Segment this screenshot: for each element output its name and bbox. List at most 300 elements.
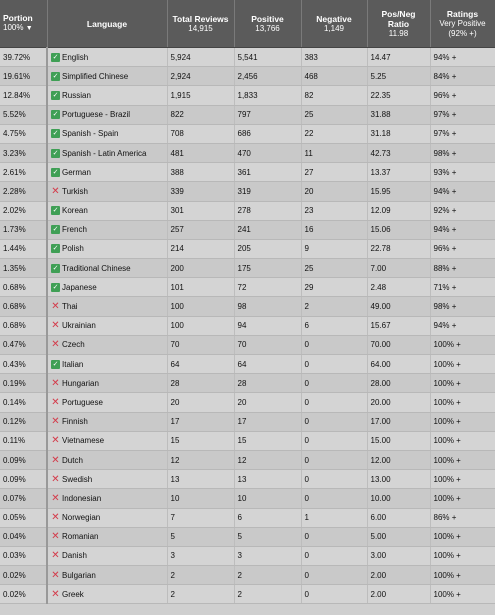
rating-cell: 100% + bbox=[430, 450, 495, 469]
total-reviews-cell: 100 bbox=[167, 316, 234, 335]
negative-column-header[interactable] bbox=[301, 0, 367, 48]
table-row bbox=[0, 412, 495, 431]
language-cell bbox=[47, 335, 167, 354]
total-reviews-cell: 481 bbox=[167, 143, 234, 162]
negative-cell: 0 bbox=[301, 489, 367, 508]
rating-cell: 100% + bbox=[430, 546, 495, 565]
language-cell bbox=[47, 239, 167, 258]
language-name: Japanese bbox=[62, 282, 97, 292]
table-row bbox=[0, 163, 495, 182]
ratio-cell: 64.00 bbox=[367, 355, 430, 374]
total-reviews-cell: 101 bbox=[167, 278, 234, 297]
table-body bbox=[0, 48, 495, 604]
portion-cell: 4.75% bbox=[0, 124, 47, 143]
rating-cell: 94% + bbox=[430, 316, 495, 335]
language-name: Czech bbox=[62, 340, 85, 350]
ratio-cell: 5.25 bbox=[367, 67, 430, 86]
rating-cell: 100% + bbox=[430, 470, 495, 489]
rating-cell: 100% + bbox=[430, 489, 495, 508]
ratio-cell: 70.00 bbox=[367, 335, 430, 354]
sort-down-icon: ▼ bbox=[25, 25, 33, 32]
positive-cell: 241 bbox=[234, 220, 301, 239]
language-column-header[interactable] bbox=[47, 0, 167, 48]
rating-cell: 97% + bbox=[430, 124, 495, 143]
total-reviews-cell: 13 bbox=[167, 470, 234, 489]
language-cell bbox=[47, 355, 167, 374]
check-icon: ✓ bbox=[52, 245, 59, 253]
language-name: Portuguese bbox=[62, 397, 103, 407]
language-cell bbox=[47, 527, 167, 546]
x-icon: ✕ bbox=[51, 492, 60, 504]
language-cell bbox=[47, 374, 167, 393]
negative-cell: 22 bbox=[301, 124, 367, 143]
negative-header-label: Negative bbox=[316, 13, 352, 24]
table-row bbox=[0, 508, 495, 527]
ratio-cell: 15.06 bbox=[367, 220, 430, 239]
ratio-cell: 7.00 bbox=[367, 259, 430, 278]
ratio-column-header[interactable] bbox=[367, 0, 430, 48]
total-reviews-cell: 388 bbox=[167, 163, 234, 182]
positive-column-header[interactable] bbox=[234, 0, 301, 48]
language-name: Spanish - Latin America bbox=[62, 148, 147, 158]
negative-cell: 0 bbox=[301, 546, 367, 565]
language-name: Vietnamese bbox=[62, 436, 105, 446]
language-cell bbox=[47, 585, 167, 604]
rating-cell: 84% + bbox=[430, 67, 495, 86]
table-row bbox=[0, 566, 495, 585]
total-reviews-cell: 5 bbox=[167, 527, 234, 546]
language-cell bbox=[47, 431, 167, 450]
portion-header-value: 100% bbox=[3, 23, 24, 32]
ratio-cell: 15.95 bbox=[367, 182, 430, 201]
language-name: German bbox=[62, 167, 91, 177]
check-icon: ✓ bbox=[52, 360, 59, 368]
positive-cell: 319 bbox=[234, 182, 301, 201]
check-icon: ✓ bbox=[52, 91, 59, 99]
language-name: Ukrainian bbox=[62, 321, 96, 331]
total-reviews-cell: 12 bbox=[167, 450, 234, 469]
language-cell bbox=[47, 86, 167, 105]
positive-cell: 64 bbox=[234, 355, 301, 374]
positive-cell: 12 bbox=[234, 450, 301, 469]
positive-cell: 797 bbox=[234, 105, 301, 124]
ratings-header-label: Ratings bbox=[446, 8, 479, 19]
x-icon: ✕ bbox=[51, 301, 60, 313]
table-row bbox=[0, 143, 495, 162]
total-reviews-cell: 257 bbox=[167, 220, 234, 239]
rating-cell: 98% + bbox=[430, 143, 495, 162]
language-name: Turkish bbox=[62, 186, 88, 196]
portion-cell: 0.09% bbox=[0, 470, 47, 489]
x-icon: ✕ bbox=[51, 531, 60, 543]
ratio-cell: 31.88 bbox=[367, 105, 430, 124]
ratio-cell: 17.00 bbox=[367, 412, 430, 431]
language-name: Indonesian bbox=[62, 493, 102, 503]
language-cell bbox=[47, 450, 167, 469]
total-reviews-cell: 20 bbox=[167, 393, 234, 412]
table-header bbox=[0, 0, 495, 48]
portion-cell: 2.61% bbox=[0, 163, 47, 182]
portion-cell: 0.02% bbox=[0, 585, 47, 604]
positive-cell: 205 bbox=[234, 239, 301, 258]
portion-cell: 3.23% bbox=[0, 143, 47, 162]
total-reviews-cell: 301 bbox=[167, 201, 234, 220]
portion-cell: 39.72% bbox=[0, 48, 47, 67]
check-icon: ✓ bbox=[52, 264, 59, 272]
rating-cell: 100% + bbox=[430, 431, 495, 450]
ratio-cell: 14.47 bbox=[367, 48, 430, 67]
language-cell bbox=[47, 48, 167, 67]
portion-cell: 0.04% bbox=[0, 527, 47, 546]
negative-cell: 0 bbox=[301, 374, 367, 393]
ratings-header-sub1: Very Positive bbox=[439, 18, 486, 28]
negative-cell: 1 bbox=[301, 508, 367, 527]
table-row bbox=[0, 316, 495, 335]
total-reviews-cell: 3 bbox=[167, 546, 234, 565]
check-icon: ✓ bbox=[52, 226, 59, 234]
positive-cell: 361 bbox=[234, 163, 301, 182]
portion-cell: 0.12% bbox=[0, 412, 47, 431]
negative-cell: 0 bbox=[301, 412, 367, 431]
positive-cell: 5,541 bbox=[234, 48, 301, 67]
negative-cell: 0 bbox=[301, 566, 367, 585]
language-cell bbox=[47, 508, 167, 527]
language-cell bbox=[47, 470, 167, 489]
language-cell bbox=[47, 67, 167, 86]
language-name: Italian bbox=[62, 359, 84, 369]
total-reviews-cell: 70 bbox=[167, 335, 234, 354]
language-cell bbox=[47, 489, 167, 508]
negative-cell: 29 bbox=[301, 278, 367, 297]
table-row bbox=[0, 374, 495, 393]
x-icon: ✕ bbox=[51, 320, 60, 332]
x-icon: ✕ bbox=[51, 339, 60, 351]
x-icon: ✕ bbox=[51, 377, 60, 389]
positive-cell: 1,833 bbox=[234, 86, 301, 105]
positive-cell: 17 bbox=[234, 412, 301, 431]
language-cell bbox=[47, 220, 167, 239]
table-row bbox=[0, 105, 495, 124]
rating-cell: 100% + bbox=[430, 412, 495, 431]
table-row bbox=[0, 48, 495, 67]
portion-cell: 0.03% bbox=[0, 546, 47, 565]
language-cell bbox=[47, 297, 167, 316]
language-cell bbox=[47, 259, 167, 278]
x-icon: ✕ bbox=[51, 185, 60, 197]
table-row bbox=[0, 546, 495, 565]
language-name: Romanian bbox=[62, 532, 99, 542]
portion-cell: 0.19% bbox=[0, 374, 47, 393]
portion-header-label: Portion bbox=[3, 13, 33, 23]
rating-cell: 100% + bbox=[430, 355, 495, 374]
positive-cell: 13 bbox=[234, 470, 301, 489]
language-cell bbox=[47, 105, 167, 124]
table-row bbox=[0, 297, 495, 316]
portion-cell: 0.02% bbox=[0, 566, 47, 585]
positive-cell: 20 bbox=[234, 393, 301, 412]
language-name: Traditional Chinese bbox=[62, 263, 131, 273]
check-icon: ✓ bbox=[52, 130, 59, 138]
portion-cell: 0.68% bbox=[0, 297, 47, 316]
ratio-cell: 10.00 bbox=[367, 489, 430, 508]
table-row bbox=[0, 259, 495, 278]
ratio-cell: 49.00 bbox=[367, 297, 430, 316]
ratio-cell: 12.00 bbox=[367, 450, 430, 469]
rating-cell: 100% + bbox=[430, 393, 495, 412]
language-name: Norwegian bbox=[62, 513, 101, 523]
portion-cell: 0.11% bbox=[0, 431, 47, 450]
positive-cell: 3 bbox=[234, 546, 301, 565]
table-row bbox=[0, 527, 495, 546]
portion-cell: 2.02% bbox=[0, 201, 47, 220]
rating-cell: 94% + bbox=[430, 48, 495, 67]
ratio-cell: 2.00 bbox=[367, 566, 430, 585]
negative-cell: 25 bbox=[301, 105, 367, 124]
language-name: Finnish bbox=[62, 417, 88, 427]
rating-cell: 100% + bbox=[430, 566, 495, 585]
portion-cell: 12.84% bbox=[0, 86, 47, 105]
language-name: Hungarian bbox=[62, 378, 99, 388]
negative-cell: 9 bbox=[301, 239, 367, 258]
negative-cell: 0 bbox=[301, 527, 367, 546]
portion-cell: 0.68% bbox=[0, 278, 47, 297]
language-name: Swedish bbox=[62, 474, 93, 484]
table-row bbox=[0, 585, 495, 604]
language-name: French bbox=[62, 225, 87, 235]
language-name: Russian bbox=[62, 90, 91, 100]
language-name: Bulgarian bbox=[62, 570, 96, 580]
negative-cell: 0 bbox=[301, 393, 367, 412]
language-cell bbox=[47, 163, 167, 182]
negative-cell: 11 bbox=[301, 143, 367, 162]
rating-cell: 71% + bbox=[430, 278, 495, 297]
positive-cell: 70 bbox=[234, 335, 301, 354]
x-icon: ✕ bbox=[51, 588, 60, 600]
ratio-cell: 15.67 bbox=[367, 316, 430, 335]
negative-header-value: 1,149 bbox=[323, 23, 345, 33]
ratio-cell: 6.00 bbox=[367, 508, 430, 527]
positive-cell: 94 bbox=[234, 316, 301, 335]
total-reviews-cell: 100 bbox=[167, 297, 234, 316]
table-row bbox=[0, 489, 495, 508]
portion-cell: 1.35% bbox=[0, 259, 47, 278]
language-name: Dutch bbox=[62, 455, 83, 465]
portion-cell: 0.47% bbox=[0, 335, 47, 354]
rating-cell: 92% + bbox=[430, 201, 495, 220]
positive-cell: 15 bbox=[234, 431, 301, 450]
language-cell bbox=[47, 182, 167, 201]
portion-cell: 0.68% bbox=[0, 316, 47, 335]
ratio-cell: 22.35 bbox=[367, 86, 430, 105]
table-row bbox=[0, 470, 495, 489]
rating-cell: 96% + bbox=[430, 239, 495, 258]
language-name: Greek bbox=[62, 589, 84, 599]
negative-cell: 468 bbox=[301, 67, 367, 86]
negative-cell: 27 bbox=[301, 163, 367, 182]
ratio-cell: 31.18 bbox=[367, 124, 430, 143]
portion-cell: 5.52% bbox=[0, 105, 47, 124]
ratio-cell: 13.00 bbox=[367, 470, 430, 489]
table-row bbox=[0, 201, 495, 220]
ratio-cell: 22.78 bbox=[367, 239, 430, 258]
language-name: Danish bbox=[62, 551, 87, 561]
check-icon: ✓ bbox=[52, 168, 59, 176]
ratings-header-sub2: (92% +) bbox=[448, 28, 477, 38]
table-row bbox=[0, 335, 495, 354]
total-reviews-cell: 1,915 bbox=[167, 86, 234, 105]
language-name: Korean bbox=[62, 206, 88, 216]
total-reviews-cell: 200 bbox=[167, 259, 234, 278]
table-row bbox=[0, 239, 495, 258]
rating-cell: 94% + bbox=[430, 220, 495, 239]
language-cell bbox=[47, 278, 167, 297]
language-header-label: Language bbox=[86, 18, 128, 29]
negative-cell: 0 bbox=[301, 335, 367, 354]
language-cell bbox=[47, 124, 167, 143]
portion-cell: 1.73% bbox=[0, 220, 47, 239]
portion-cell: 0.05% bbox=[0, 508, 47, 527]
rating-cell: 100% + bbox=[430, 374, 495, 393]
negative-cell: 2 bbox=[301, 297, 367, 316]
negative-cell: 0 bbox=[301, 585, 367, 604]
language-cell bbox=[47, 201, 167, 220]
negative-cell: 0 bbox=[301, 450, 367, 469]
language-name: English bbox=[62, 52, 89, 62]
total-reviews-cell: 2 bbox=[167, 585, 234, 604]
positive-cell: 175 bbox=[234, 259, 301, 278]
positive-header-value: 13,766 bbox=[255, 23, 280, 33]
check-icon: ✓ bbox=[52, 72, 59, 80]
positive-cell: 28 bbox=[234, 374, 301, 393]
ratio-cell: 3.00 bbox=[367, 546, 430, 565]
total-reviews-cell: 28 bbox=[167, 374, 234, 393]
portion-cell: 2.28% bbox=[0, 182, 47, 201]
table-row bbox=[0, 220, 495, 239]
total-reviews-cell: 15 bbox=[167, 431, 234, 450]
total-reviews-cell: 822 bbox=[167, 105, 234, 124]
rating-cell: 93% + bbox=[430, 163, 495, 182]
x-icon: ✕ bbox=[51, 454, 60, 466]
portion-cell: 0.14% bbox=[0, 393, 47, 412]
rating-cell: 100% + bbox=[430, 585, 495, 604]
x-icon: ✕ bbox=[51, 550, 60, 562]
portion-cell: 0.07% bbox=[0, 489, 47, 508]
ratings-column-header[interactable] bbox=[430, 0, 495, 48]
language-name: Polish bbox=[62, 244, 84, 254]
positive-cell: 278 bbox=[234, 201, 301, 220]
table-row bbox=[0, 67, 495, 86]
language-cell bbox=[47, 393, 167, 412]
total-reviews-cell: 2,924 bbox=[167, 67, 234, 86]
positive-cell: 2,456 bbox=[234, 67, 301, 86]
language-cell bbox=[47, 546, 167, 565]
total-column-header[interactable] bbox=[167, 0, 234, 48]
total-header-label: Total Reviews bbox=[172, 13, 229, 24]
language-cell bbox=[47, 412, 167, 431]
check-icon: ✓ bbox=[52, 283, 59, 291]
portion-cell: 1.44% bbox=[0, 239, 47, 258]
check-icon: ✓ bbox=[52, 149, 59, 157]
language-name: Portuguese - Brazil bbox=[62, 110, 131, 120]
ratio-cell: 15.00 bbox=[367, 431, 430, 450]
table-row bbox=[0, 355, 495, 374]
rating-cell: 98% + bbox=[430, 297, 495, 316]
portion-cell: 0.09% bbox=[0, 450, 47, 469]
negative-cell: 82 bbox=[301, 86, 367, 105]
rating-cell: 97% + bbox=[430, 105, 495, 124]
ratio-header-value: 11.98 bbox=[388, 28, 409, 38]
positive-cell: 470 bbox=[234, 143, 301, 162]
ratio-cell: 12.09 bbox=[367, 201, 430, 220]
total-reviews-cell: 7 bbox=[167, 508, 234, 527]
total-reviews-cell: 10 bbox=[167, 489, 234, 508]
portion-cell: 19.61% bbox=[0, 67, 47, 86]
ratio-cell: 42.73 bbox=[367, 143, 430, 162]
total-reviews-cell: 708 bbox=[167, 124, 234, 143]
rating-cell: 86% + bbox=[430, 508, 495, 527]
ratio-cell: 20.00 bbox=[367, 393, 430, 412]
table-row bbox=[0, 86, 495, 105]
rating-cell: 100% + bbox=[430, 335, 495, 354]
ratio-cell: 28.00 bbox=[367, 374, 430, 393]
language-cell bbox=[47, 566, 167, 585]
total-reviews-cell: 64 bbox=[167, 355, 234, 374]
language-cell bbox=[47, 316, 167, 335]
portion-cell: 0.43% bbox=[0, 355, 47, 374]
positive-cell: 686 bbox=[234, 124, 301, 143]
positive-header-label: Positive bbox=[251, 13, 284, 24]
rating-cell: 96% + bbox=[430, 86, 495, 105]
negative-cell: 383 bbox=[301, 48, 367, 67]
check-icon: ✓ bbox=[52, 207, 59, 215]
language-cell bbox=[47, 143, 167, 162]
x-icon: ✕ bbox=[51, 473, 60, 485]
positive-cell: 10 bbox=[234, 489, 301, 508]
x-icon: ✕ bbox=[51, 416, 60, 428]
ratio-cell: 2.48 bbox=[367, 278, 430, 297]
table-row bbox=[0, 124, 495, 143]
language-name: Spanish - Spain bbox=[62, 129, 119, 139]
ratio-cell: 2.00 bbox=[367, 585, 430, 604]
negative-cell: 23 bbox=[301, 201, 367, 220]
ratio-header-label: Pos/Neg Ratio bbox=[381, 8, 416, 29]
table-row bbox=[0, 182, 495, 201]
ratio-cell: 13.37 bbox=[367, 163, 430, 182]
total-reviews-cell: 17 bbox=[167, 412, 234, 431]
positive-cell: 72 bbox=[234, 278, 301, 297]
positive-cell: 5 bbox=[234, 527, 301, 546]
ratio-cell: 5.00 bbox=[367, 527, 430, 546]
table-row bbox=[0, 450, 495, 469]
total-reviews-cell: 2 bbox=[167, 566, 234, 585]
total-reviews-cell: 5,924 bbox=[167, 48, 234, 67]
x-icon: ✕ bbox=[51, 435, 60, 447]
x-icon: ✕ bbox=[51, 396, 60, 408]
positive-cell: 6 bbox=[234, 508, 301, 527]
positive-cell: 2 bbox=[234, 566, 301, 585]
negative-cell: 0 bbox=[301, 355, 367, 374]
negative-cell: 20 bbox=[301, 182, 367, 201]
rating-cell: 88% + bbox=[430, 259, 495, 278]
negative-cell: 25 bbox=[301, 259, 367, 278]
negative-cell: 0 bbox=[301, 470, 367, 489]
x-icon: ✕ bbox=[51, 569, 60, 581]
positive-cell: 2 bbox=[234, 585, 301, 604]
table-row bbox=[0, 278, 495, 297]
total-header-value: 14,915 bbox=[188, 23, 213, 33]
portion-column-header[interactable] bbox=[0, 0, 47, 48]
table-row bbox=[0, 431, 495, 450]
